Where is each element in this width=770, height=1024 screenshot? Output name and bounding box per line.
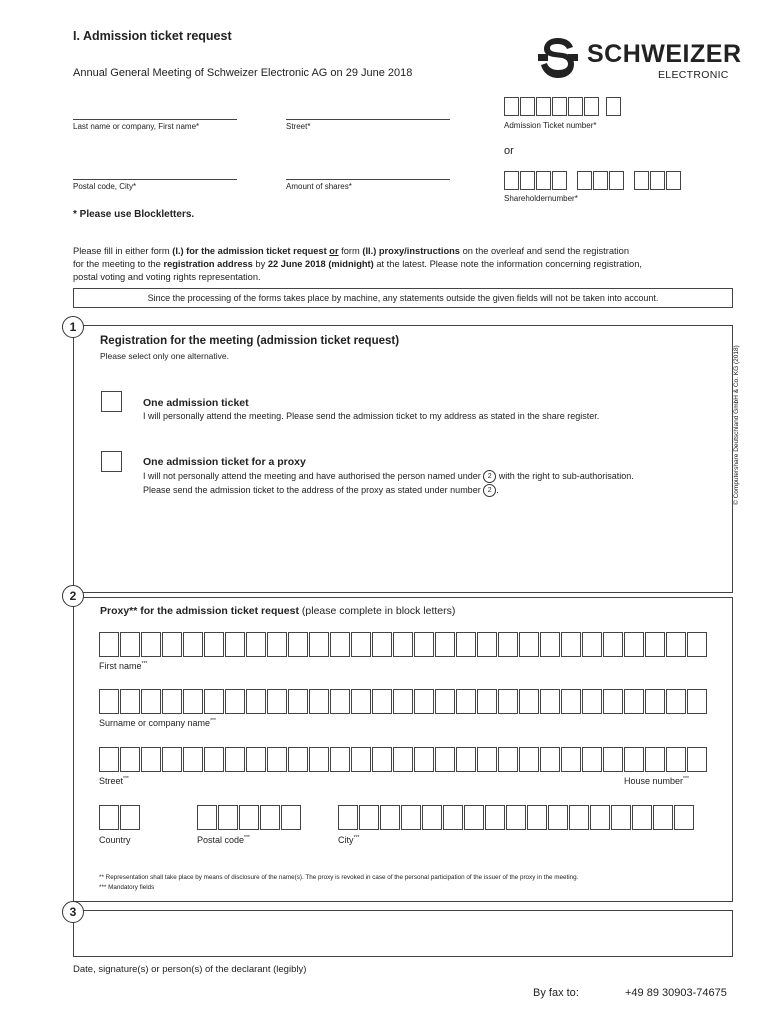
char-box[interactable] (218, 805, 238, 830)
char-box[interactable] (443, 805, 463, 830)
street-proxy-label: Street*** (99, 776, 129, 786)
char-box[interactable] (624, 689, 644, 714)
char-box[interactable] (309, 632, 329, 657)
char-box[interactable] (687, 689, 707, 714)
char-box[interactable] (540, 632, 560, 657)
ticket-digit[interactable] (552, 97, 567, 116)
char-box[interactable] (239, 805, 259, 830)
house-number-label: House number*** (624, 776, 689, 786)
char-box[interactable] (309, 747, 329, 772)
or-text: or (504, 145, 514, 157)
house-number-boxes[interactable] (624, 747, 707, 772)
char-box[interactable] (548, 805, 568, 830)
surname-boxes[interactable] (99, 689, 707, 714)
section-1-sub: Please select only one alternative. (100, 351, 229, 361)
char-box[interactable] (414, 632, 434, 657)
shareholder-digit[interactable] (552, 171, 567, 190)
section-2-heading: Proxy** for the admission ticket request (please complete in block letters) (100, 605, 456, 617)
ticket-number-boxes[interactable] (504, 97, 621, 116)
char-box[interactable] (569, 805, 589, 830)
char-box[interactable] (666, 632, 686, 657)
street-line[interactable] (286, 119, 450, 120)
char-box[interactable] (246, 632, 266, 657)
shareholder-digit[interactable] (536, 171, 551, 190)
char-box[interactable] (330, 747, 350, 772)
char-box[interactable] (582, 689, 602, 714)
char-box[interactable] (653, 805, 673, 830)
char-box[interactable] (120, 805, 140, 830)
ticket-digit[interactable] (606, 97, 621, 116)
signature-label: Date, signature(s) or person(s) of the declarant (legibly) (73, 964, 307, 975)
char-box[interactable] (260, 805, 280, 830)
char-box[interactable] (351, 747, 371, 772)
char-box[interactable] (561, 747, 581, 772)
shareholder-digit[interactable] (520, 171, 535, 190)
char-box[interactable] (183, 747, 203, 772)
char-box[interactable] (338, 805, 358, 830)
shareholder-digit[interactable] (593, 171, 608, 190)
country-boxes[interactable] (99, 805, 140, 830)
company-logo (535, 36, 742, 86)
char-box[interactable] (645, 747, 665, 772)
char-box[interactable] (611, 805, 631, 830)
country-label: Country (99, 835, 131, 845)
char-box[interactable] (162, 632, 182, 657)
char-box[interactable] (141, 689, 161, 714)
shares-label: Amount of shares* (286, 182, 352, 191)
char-box[interactable] (393, 689, 413, 714)
char-box[interactable] (414, 747, 434, 772)
city-boxes[interactable] (338, 805, 694, 830)
char-box[interactable] (330, 632, 350, 657)
option-2-title: One admission ticket for a proxy (143, 456, 306, 468)
char-box[interactable] (464, 805, 484, 830)
ref-2-badge: 2 (483, 470, 496, 483)
char-box[interactable] (603, 747, 623, 772)
instructions-paragraph: Please fill in either form (I.) for the admission ticket request or form (II.) proxy/instructions on the overleaf and send the registration for the meeting to the registration address by 22 June 2018 (midnight) at the latest. Please note the information concerning registration, postal voting and voting rights representation. (73, 246, 642, 282)
char-box[interactable] (99, 632, 119, 657)
char-box[interactable] (561, 689, 581, 714)
postal-code-boxes[interactable] (197, 805, 301, 830)
char-box[interactable] (225, 632, 245, 657)
char-box[interactable] (197, 805, 217, 830)
ticket-digit[interactable] (504, 97, 519, 116)
char-box[interactable] (204, 747, 224, 772)
char-box[interactable] (99, 689, 119, 714)
char-box[interactable] (204, 689, 224, 714)
char-box[interactable] (330, 689, 350, 714)
first-name-boxes[interactable] (99, 632, 707, 657)
option-2-text: I will not personally attend the meeting and have authorised the person named under 2 with the right to sub-authorisation. Please send the admission ticket to the address of the proxy as stated under number 2 . (143, 469, 723, 497)
char-box[interactable] (393, 747, 413, 772)
char-box[interactable] (645, 632, 665, 657)
name-label: Last name or company, First name* (73, 122, 200, 131)
char-box[interactable] (414, 689, 434, 714)
char-box[interactable] (380, 805, 400, 830)
shares-line[interactable] (286, 179, 450, 180)
char-box[interactable] (162, 689, 182, 714)
char-box[interactable] (674, 805, 694, 830)
char-box[interactable] (624, 747, 644, 772)
char-box[interactable] (590, 805, 610, 830)
char-box[interactable] (359, 805, 379, 830)
char-box[interactable] (498, 632, 518, 657)
logo-mark-icon (538, 36, 578, 80)
section-1-number: 1 (62, 316, 84, 338)
section-1-heading: Registration for the meeting (admission ticket request) (100, 335, 400, 347)
char-box[interactable] (666, 689, 686, 714)
char-box[interactable] (645, 689, 665, 714)
char-box[interactable] (477, 632, 497, 657)
char-box[interactable] (225, 747, 245, 772)
char-box[interactable] (204, 632, 224, 657)
char-box[interactable] (603, 689, 623, 714)
postal-line[interactable] (73, 179, 237, 180)
char-box[interactable] (582, 632, 602, 657)
char-box[interactable] (422, 805, 442, 830)
blockletters-note: * Please use Blockletters. (73, 209, 195, 220)
char-box[interactable] (372, 747, 392, 772)
surname-label: Surname or company name*** (99, 718, 216, 728)
fax-number: +49 89 30903-74675 (625, 987, 727, 999)
section-3-number: 3 (62, 901, 84, 923)
char-box[interactable] (372, 689, 392, 714)
first-name-label: First name*** (99, 661, 148, 671)
char-box[interactable] (288, 689, 308, 714)
footnotes: ** Representation shall take place by means of disclosure of the name(s). The proxy is revoked in case of the personal participation of the issuer of the proxy in the meeting. *** Mandatory fields (99, 874, 579, 891)
char-box[interactable] (351, 632, 371, 657)
char-box[interactable] (477, 747, 497, 772)
char-box[interactable] (401, 805, 421, 830)
postal-code-label: Postal code*** (197, 835, 250, 845)
char-box[interactable] (141, 747, 161, 772)
char-box[interactable] (281, 805, 301, 830)
char-box[interactable] (540, 689, 560, 714)
option-1-title: One admission ticket (143, 397, 249, 409)
ref-2-badge: 2 (483, 484, 496, 497)
shareholder-digit[interactable] (634, 171, 649, 190)
char-box[interactable] (666, 747, 686, 772)
char-box[interactable] (120, 632, 140, 657)
char-box[interactable] (687, 632, 707, 657)
char-box[interactable] (561, 632, 581, 657)
shareholder-digit[interactable] (650, 171, 665, 190)
char-box[interactable] (246, 747, 266, 772)
shareholder-number-boxes[interactable] (504, 171, 681, 190)
city-label: City*** (338, 835, 360, 845)
char-box[interactable] (183, 632, 203, 657)
logo-name: SCHWEIZER (587, 40, 742, 68)
option-1-text: I will personally attend the meeting. Please send the admission ticket to my address as stated in the share register. (143, 411, 600, 421)
char-box[interactable] (527, 805, 547, 830)
shareholder-digit[interactable] (666, 171, 681, 190)
char-box[interactable] (99, 805, 119, 830)
char-box[interactable] (485, 805, 505, 830)
char-box[interactable] (393, 632, 413, 657)
shareholder-digit[interactable] (577, 171, 592, 190)
shareholder-digit[interactable] (609, 171, 624, 190)
one-ticket-checkbox[interactable] (101, 391, 122, 412)
char-box[interactable] (267, 632, 287, 657)
char-box[interactable] (309, 689, 329, 714)
char-box[interactable] (435, 632, 455, 657)
street-boxes[interactable] (99, 747, 623, 772)
char-box[interactable] (99, 747, 119, 772)
char-box[interactable] (687, 747, 707, 772)
char-box[interactable] (582, 747, 602, 772)
street-label: Street* (286, 122, 311, 131)
ticket-digit[interactable] (520, 97, 535, 116)
char-box[interactable] (351, 689, 371, 714)
char-box[interactable] (435, 689, 455, 714)
char-box[interactable] (183, 689, 203, 714)
char-box[interactable] (519, 632, 539, 657)
char-box[interactable] (519, 689, 539, 714)
form-subtitle: Annual General Meeting of Schweizer Electronic AG on 29 June 2018 (73, 67, 413, 79)
char-box[interactable] (519, 747, 539, 772)
shareholder-digit[interactable] (504, 171, 519, 190)
char-box[interactable] (120, 689, 140, 714)
proxy-ticket-checkbox[interactable] (101, 451, 122, 472)
char-box[interactable] (288, 747, 308, 772)
ticket-digit[interactable] (536, 97, 551, 116)
char-box[interactable] (632, 805, 652, 830)
char-box[interactable] (246, 689, 266, 714)
char-box[interactable] (498, 747, 518, 772)
char-box[interactable] (120, 747, 140, 772)
char-box[interactable] (456, 747, 476, 772)
char-box[interactable] (456, 632, 476, 657)
char-box[interactable] (506, 805, 526, 830)
section-2-number: 2 (62, 585, 84, 607)
shareholder-label: Shareholdernumber* (504, 194, 578, 203)
char-box[interactable] (498, 689, 518, 714)
ticket-digit[interactable] (584, 97, 599, 116)
form-title: I. Admission ticket request (73, 29, 232, 43)
fax-label: By fax to: (533, 987, 579, 999)
name-line[interactable] (73, 119, 237, 120)
machine-processing-note: Since the processing of the forms takes place by machine, any statements outside the given fields will not be taken into account. (73, 288, 733, 308)
char-box[interactable] (267, 747, 287, 772)
copyright-note: © Computershare Deutschland GmbH & Co. KG (2018) (733, 345, 740, 505)
char-box[interactable] (540, 747, 560, 772)
char-box[interactable] (624, 632, 644, 657)
char-box[interactable] (288, 632, 308, 657)
char-box[interactable] (141, 632, 161, 657)
char-box[interactable] (162, 747, 182, 772)
char-box[interactable] (372, 632, 392, 657)
postal-label: Postal code, City* (73, 182, 137, 191)
ticket-label: Admission Ticket number* (504, 121, 597, 130)
signature-box[interactable] (73, 910, 733, 957)
char-box[interactable] (267, 689, 287, 714)
char-box[interactable] (225, 689, 245, 714)
ticket-digit[interactable] (568, 97, 583, 116)
char-box[interactable] (477, 689, 497, 714)
char-box[interactable] (456, 689, 476, 714)
char-box[interactable] (603, 632, 623, 657)
char-box[interactable] (435, 747, 455, 772)
logo-subname: ELECTRONIC (658, 69, 729, 81)
